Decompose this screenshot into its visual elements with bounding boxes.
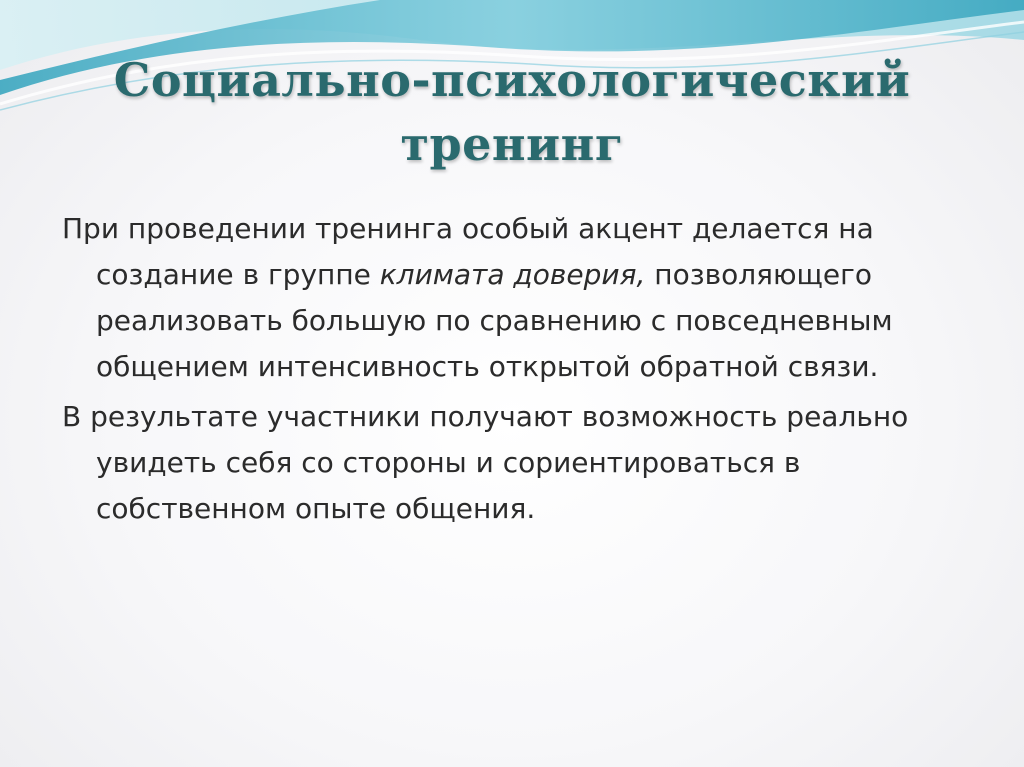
- paragraph-2-text: В результате участники получают возможность реально увидеть себя со стороны и сориентироваться в собственном опыте общения.: [62, 400, 909, 525]
- paragraph-2: [62, 394, 982, 532]
- paragraph-1-text-end: позволяющего реализовать большую по сравнению с повседневным общением интенсивность открытой обратной связи.: [96, 258, 893, 383]
- slide-body: [62, 206, 982, 536]
- slide-title: [40, 48, 984, 176]
- paragraph-1-text-start: При проведении тренинга особый акцент делается на создание в группе: [62, 212, 874, 291]
- slide-title-line1: Социально-психологический: [113, 53, 911, 107]
- slide-title-line2: тренинг: [400, 117, 624, 171]
- paragraph-1-emphasis: климата доверия,: [379, 258, 646, 291]
- paragraph-1: [62, 206, 982, 390]
